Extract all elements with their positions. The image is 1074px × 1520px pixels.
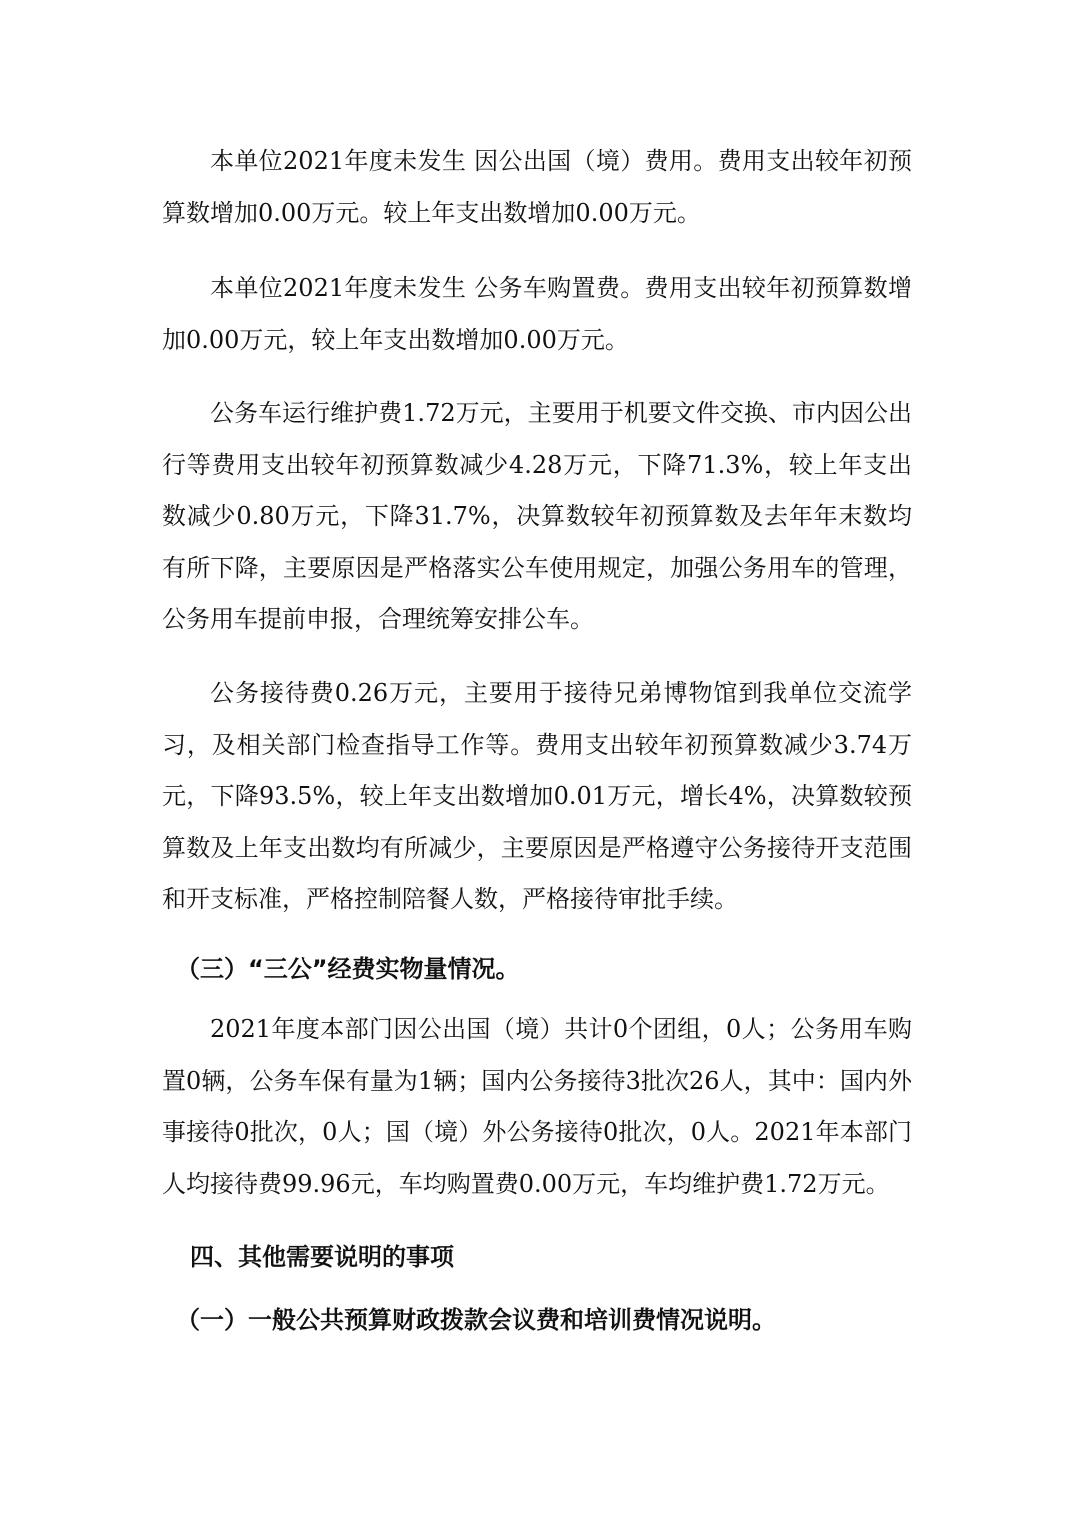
paragraph-reception-expenses: 公务接待费0.26万元，主要用于接待兄弟博物馆到我单位交流学习，及相关部门检查指导工作等。费用支出较年初预算数减少3.74万元，下降93.5%，较上年支出数增加0.01万元，增长4%，决算数较预算数及上年支出数均有所减少，主要原因是严格遵守公务接待开支范围和开支标准，严格控制陪餐人数，严格接待审批手续。 xyxy=(162,679,912,913)
paragraph-overseas-travel: 本单位2021年度未发生 因公出国（境）费用。费用支出较年初预算数增加0.00万元。较上年支出数增加0.00万元。 xyxy=(162,147,912,227)
section-4-heading: 四、其他需要说明的事项 xyxy=(190,1243,454,1271)
paragraph-vehicle-purchase: 本单位2021年度未发生 公务车购置费。费用支出较年初预算数增加0.00万元，较上年支出数增加0.00万元。 xyxy=(162,274,912,354)
section-3-heading: （三）“三公”经费实物量情况。 xyxy=(176,955,520,983)
paragraph-physical-quantities: 2021年度本部门因公出国（境）共计0个团组，0人；公务用车购置0辆，公务车保有量为1辆；国内公务接待3批次26人，其中：国内外事接待0批次，0人；国（境）外公务接待0批次，0人。2021年本部门人均接待费99.96元，车均购置费0.00万元，车均维护费1.72万元。 xyxy=(162,1015,912,1198)
subsection-1-heading: （一）一般公共预算财政拨款会议费和培训费情况说明。 xyxy=(176,1306,776,1334)
paragraph-vehicle-maintenance: 公务车运行维护费1.72万元，主要用于机要文件交换、市内因公出行等费用支出较年初预算数减少4.28万元，下降71.3%，较上年支出数减少0.80万元，下降31.7%，决算数较年初预算数及去年年末数均有所下降，主要原因是严格落实公车使用规定，加强公务用车的管理，公务用车提前申报，合理统筹安排公车。 xyxy=(162,399,912,633)
